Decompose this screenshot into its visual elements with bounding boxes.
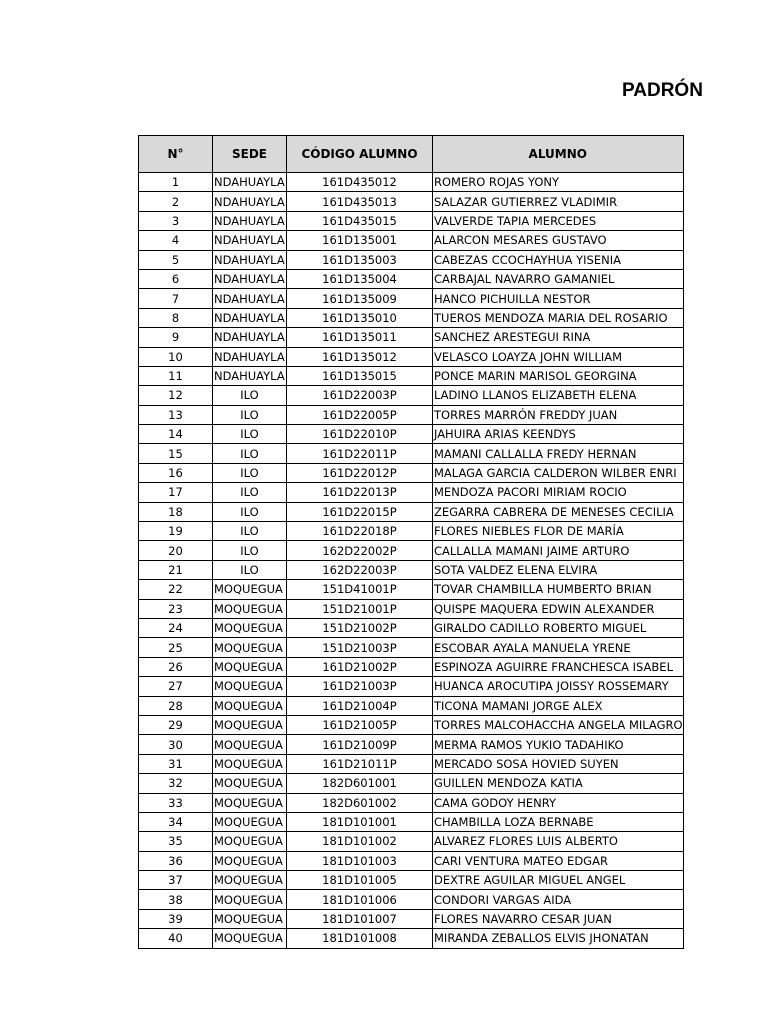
cell-num: 3 [139, 211, 213, 230]
cell-num: 12 [139, 386, 213, 405]
table-row [139, 308, 684, 327]
cell-codigo: 161D135003 [287, 250, 433, 269]
cell-codigo: 161D22012P [287, 463, 433, 482]
cell-num: 28 [139, 696, 213, 715]
cell-num: 25 [139, 638, 213, 657]
cell-codigo: 182D601001 [287, 774, 433, 793]
cell-sede: ILO [213, 483, 287, 502]
table-header [139, 136, 684, 173]
cell-num: 36 [139, 851, 213, 870]
table-row [139, 812, 684, 831]
cell-codigo: 161D135004 [287, 269, 433, 288]
cell-sede: NDAHUAYLA [213, 250, 287, 269]
cell-sede: ILO [213, 425, 287, 444]
cell-sede: NDAHUAYLA [213, 366, 287, 385]
cell-codigo: 151D21003P [287, 638, 433, 657]
cell-num: 26 [139, 657, 213, 676]
cell-alumno: MALAGA GARCIA CALDERON WILBER ENRI [433, 463, 684, 482]
cell-alumno: HANCO PICHUILLA NESTOR [433, 289, 684, 308]
table-row [139, 851, 684, 870]
cell-num: 33 [139, 793, 213, 812]
student-roster-table [138, 135, 684, 949]
header-num: N° [139, 136, 213, 173]
cell-sede: MOQUEGUA [213, 774, 287, 793]
table-row [139, 386, 684, 405]
table-row [139, 173, 684, 192]
cell-sede: MOQUEGUA [213, 599, 287, 618]
cell-sede: NDAHUAYLA [213, 289, 287, 308]
table-row [139, 231, 684, 250]
cell-alumno: CALLALLA MAMANI JAIME ARTURO [433, 541, 684, 560]
cell-alumno: VELASCO LOAYZA JOHN WILLIAM [433, 347, 684, 366]
title-clip [560, 78, 703, 104]
table-row [139, 522, 684, 541]
cell-sede: NDAHUAYLA [213, 269, 287, 288]
table-row [139, 366, 684, 385]
cell-sede: MOQUEGUA [213, 871, 287, 890]
cell-alumno: ZEGARRA CABRERA DE MENESES CECILIA [433, 502, 684, 521]
table-row [139, 580, 684, 599]
cell-sede: MOQUEGUA [213, 715, 287, 734]
table-row [139, 793, 684, 812]
table-row [139, 909, 684, 928]
cell-sede: ILO [213, 560, 287, 579]
table-row [139, 754, 684, 773]
cell-codigo: 181D101001 [287, 812, 433, 831]
table-row [139, 269, 684, 288]
table-row [139, 211, 684, 230]
table-row [139, 696, 684, 715]
cell-alumno: JAHUIRA ARIAS KEENDYS [433, 425, 684, 444]
cell-num: 6 [139, 269, 213, 288]
cell-codigo: 161D22003P [287, 386, 433, 405]
cell-num: 30 [139, 735, 213, 754]
cell-sede: NDAHUAYLA [213, 328, 287, 347]
cell-codigo: 161D21004P [287, 696, 433, 715]
table-row [139, 250, 684, 269]
cell-codigo: 182D601002 [287, 793, 433, 812]
cell-num: 17 [139, 483, 213, 502]
cell-alumno: TUEROS MENDOZA MARIA DEL ROSARIO [433, 308, 684, 327]
cell-num: 31 [139, 754, 213, 773]
cell-codigo: 162D22003P [287, 560, 433, 579]
cell-num: 4 [139, 231, 213, 250]
cell-codigo: 161D435015 [287, 211, 433, 230]
table-row [139, 871, 684, 890]
cell-codigo: 161D135001 [287, 231, 433, 250]
cell-num: 27 [139, 677, 213, 696]
cell-sede: NDAHUAYLA [213, 192, 287, 211]
cell-sede: NDAHUAYLA [213, 231, 287, 250]
cell-num: 10 [139, 347, 213, 366]
table-row [139, 638, 684, 657]
cell-num: 32 [139, 774, 213, 793]
cell-alumno: FLORES NAVARRO CESAR JUAN [433, 909, 684, 928]
table-row [139, 405, 684, 424]
cell-num: 19 [139, 522, 213, 541]
header-alumno: ALUMNO [433, 136, 684, 173]
cell-alumno: MIRANDA ZEBALLOS ELVIS JHONATAN [433, 929, 684, 948]
cell-codigo: 151D21002P [287, 618, 433, 637]
page-title: PADRÓN [622, 80, 703, 101]
cell-sede: MOQUEGUA [213, 832, 287, 851]
table-row [139, 715, 684, 734]
cell-num: 40 [139, 929, 213, 948]
cell-sede: MOQUEGUA [213, 890, 287, 909]
cell-alumno: MERCADO SOSA HOVIED SUYEN [433, 754, 684, 773]
cell-alumno: HUANCA AROCUTIPA JOISSY ROSSEMARY [433, 677, 684, 696]
cell-codigo: 161D135009 [287, 289, 433, 308]
cell-alumno: ESPINOZA AGUIRRE FRANCHESCA ISABEL [433, 657, 684, 676]
cell-sede: ILO [213, 405, 287, 424]
cell-num: 14 [139, 425, 213, 444]
header-row [139, 136, 684, 173]
cell-codigo: 161D21011P [287, 754, 433, 773]
cell-sede: MOQUEGUA [213, 754, 287, 773]
cell-sede: NDAHUAYLA [213, 211, 287, 230]
cell-num: 15 [139, 444, 213, 463]
table-row [139, 444, 684, 463]
table-row [139, 347, 684, 366]
cell-num: 29 [139, 715, 213, 734]
table-row [139, 832, 684, 851]
cell-sede: MOQUEGUA [213, 909, 287, 928]
cell-codigo: 161D135012 [287, 347, 433, 366]
cell-alumno: TORRES MARRÓN FREDDY JUAN [433, 405, 684, 424]
cell-num: 20 [139, 541, 213, 560]
cell-num: 23 [139, 599, 213, 618]
cell-num: 16 [139, 463, 213, 482]
table-row [139, 192, 684, 211]
cell-sede: ILO [213, 502, 287, 521]
cell-alumno: ESCOBAR AYALA MANUELA YRENE [433, 638, 684, 657]
cell-alumno: QUISPE MAQUERA EDWIN ALEXANDER [433, 599, 684, 618]
cell-alumno: CARI VENTURA MATEO EDGAR [433, 851, 684, 870]
cell-alumno: CHAMBILLA LOZA BERNABE [433, 812, 684, 831]
header-sede: SEDE [213, 136, 287, 173]
cell-alumno: CAMA GODOY HENRY [433, 793, 684, 812]
cell-alumno: MAMANI CALLALLA FREDY HERNAN [433, 444, 684, 463]
table-body [139, 173, 684, 949]
cell-codigo: 161D435012 [287, 173, 433, 192]
cell-codigo: 161D135011 [287, 328, 433, 347]
cell-codigo: 181D101006 [287, 890, 433, 909]
cell-alumno: CARBAJAL NAVARRO GAMANIEL [433, 269, 684, 288]
cell-alumno: CONDORI VARGAS AIDA [433, 890, 684, 909]
cell-sede: ILO [213, 463, 287, 482]
table-row [139, 677, 684, 696]
table-row [139, 560, 684, 579]
cell-alumno: TICONA MAMANI JORGE ALEX [433, 696, 684, 715]
cell-num: 21 [139, 560, 213, 579]
cell-num: 18 [139, 502, 213, 521]
cell-alumno: SOTA VALDEZ ELENA ELVIRA [433, 560, 684, 579]
table-row [139, 502, 684, 521]
table-row [139, 425, 684, 444]
cell-num: 37 [139, 871, 213, 890]
cell-codigo: 162D22002P [287, 541, 433, 560]
table-row [139, 289, 684, 308]
cell-codigo: 181D101003 [287, 851, 433, 870]
table-row [139, 774, 684, 793]
cell-alumno: ROMERO ROJAS YONY [433, 173, 684, 192]
table-row [139, 463, 684, 482]
table-row [139, 735, 684, 754]
cell-sede: MOQUEGUA [213, 638, 287, 657]
cell-alumno: MERMA RAMOS YUKIO TADAHIKO [433, 735, 684, 754]
cell-sede: ILO [213, 386, 287, 405]
cell-codigo: 161D135015 [287, 366, 433, 385]
cell-sede: NDAHUAYLA [213, 308, 287, 327]
cell-alumno: VALVERDE TAPIA MERCEDES [433, 211, 684, 230]
cell-codigo: 161D22010P [287, 425, 433, 444]
cell-codigo: 161D22015P [287, 502, 433, 521]
cell-alumno: ALVAREZ FLORES LUIS ALBERTO [433, 832, 684, 851]
cell-codigo: 161D21002P [287, 657, 433, 676]
cell-sede: MOQUEGUA [213, 793, 287, 812]
cell-alumno: LADINO LLANOS ELIZABETH ELENA [433, 386, 684, 405]
cell-alumno: GUILLEN MENDOZA KATIA [433, 774, 684, 793]
cell-codigo: 181D101002 [287, 832, 433, 851]
cell-codigo: 161D22011P [287, 444, 433, 463]
table-row [139, 657, 684, 676]
cell-sede: ILO [213, 444, 287, 463]
cell-codigo: 181D101005 [287, 871, 433, 890]
cell-alumno: ALARCON MESARES GUSTAVO [433, 231, 684, 250]
table-row [139, 929, 684, 948]
cell-sede: MOQUEGUA [213, 812, 287, 831]
table-row [139, 890, 684, 909]
cell-codigo: 161D135010 [287, 308, 433, 327]
cell-alumno: TOVAR CHAMBILLA HUMBERTO BRIAN [433, 580, 684, 599]
cell-sede: MOQUEGUA [213, 618, 287, 637]
cell-alumno: SALAZAR GUTIERREZ VLADIMIR [433, 192, 684, 211]
cell-num: 2 [139, 192, 213, 211]
cell-sede: ILO [213, 541, 287, 560]
cell-codigo: 151D21001P [287, 599, 433, 618]
cell-codigo: 161D21005P [287, 715, 433, 734]
table-row [139, 599, 684, 618]
cell-alumno: CABEZAS CCOCHAYHUA YISENIA [433, 250, 684, 269]
cell-num: 5 [139, 250, 213, 269]
cell-alumno: DEXTRE AGUILAR MIGUEL ANGEL [433, 871, 684, 890]
cell-num: 9 [139, 328, 213, 347]
cell-codigo: 161D435013 [287, 192, 433, 211]
cell-codigo: 161D22018P [287, 522, 433, 541]
cell-alumno: PONCE MARIN MARISOL GEORGINA [433, 366, 684, 385]
cell-alumno: TORRES MALCOHACCHA ANGELA MILAGRO [433, 715, 684, 734]
cell-codigo: 161D21009P [287, 735, 433, 754]
cell-sede: MOQUEGUA [213, 851, 287, 870]
cell-sede: MOQUEGUA [213, 929, 287, 948]
table-row [139, 541, 684, 560]
cell-sede: MOQUEGUA [213, 696, 287, 715]
cell-num: 22 [139, 580, 213, 599]
cell-alumno: SANCHEZ ARESTEGUI RINA [433, 328, 684, 347]
cell-sede: ILO [213, 522, 287, 541]
table-row [139, 328, 684, 347]
cell-sede: NDAHUAYLA [213, 347, 287, 366]
cell-num: 39 [139, 909, 213, 928]
cell-sede: NDAHUAYLA [213, 173, 287, 192]
cell-num: 24 [139, 618, 213, 637]
cell-num: 1 [139, 173, 213, 192]
cell-codigo: 151D41001P [287, 580, 433, 599]
cell-sede: MOQUEGUA [213, 657, 287, 676]
cell-codigo: 181D101008 [287, 929, 433, 948]
cell-sede: MOQUEGUA [213, 677, 287, 696]
cell-codigo: 161D21003P [287, 677, 433, 696]
cell-alumno: MENDOZA PACORI MIRIAM ROCIO [433, 483, 684, 502]
cell-alumno: FLORES NIEBLES FLOR DE MARÍA [433, 522, 684, 541]
cell-sede: MOQUEGUA [213, 580, 287, 599]
cell-num: 34 [139, 812, 213, 831]
cell-num: 38 [139, 890, 213, 909]
table-row [139, 618, 684, 637]
cell-sede: MOQUEGUA [213, 735, 287, 754]
cell-codigo: 181D101007 [287, 909, 433, 928]
table-row [139, 483, 684, 502]
header-codigo-label: CÓDIGO ALUMNO [301, 147, 418, 161]
cell-num: 35 [139, 832, 213, 851]
cell-num: 8 [139, 308, 213, 327]
cell-num: 7 [139, 289, 213, 308]
cell-codigo: 161D22013P [287, 483, 433, 502]
cell-codigo: 161D22005P [287, 405, 433, 424]
cell-num: 11 [139, 366, 213, 385]
cell-num: 13 [139, 405, 213, 424]
cell-alumno: GIRALDO CADILLO ROBERTO MIGUEL [433, 618, 684, 637]
header-codigo [287, 136, 433, 173]
